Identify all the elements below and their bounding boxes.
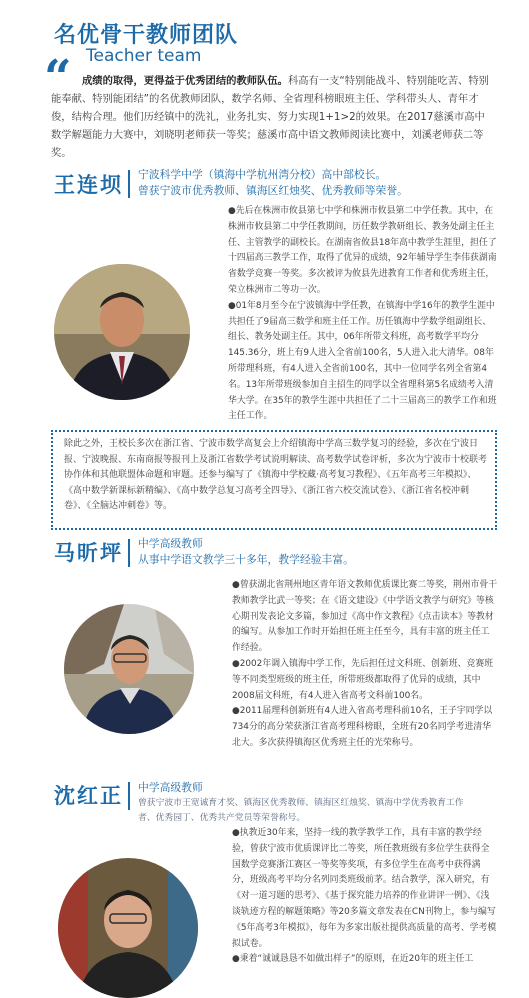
teacher-photo [54, 264, 190, 400]
bio-paragraph: ●01年8月至今在宁波镇海中学任教，在镇海中学16年的教学生涯中共担任了9届高三数学和班主任工作。历任镇海中学数学组副组长、组长、教务处副主任。其中，06年所带文科班，高考数学平均分145.36分，班上有9人进入全省前100名，5人进入北大清华。08年所带理科班，有4人进入全省前100名，其中一位同学名列全省第4名。13年所带班级参加自主招生的同学以全省理科第5名成绩考入清华大学。在35年的教学生涯中共担任了二十三届高三的教学工作和班主任工作。 [228, 300, 497, 422]
teacher-info [138, 167, 498, 199]
extra-info-text: 除此之外，王校长多次在浙江省、宁波市数学高复会上介绍镇海中学高三数学复习的经验，多次在宁波日报、宁波晚报、东南商报等报刊上及浙江省数学考试说明解读、高考数学试卷评析，多次为宁波市十校联考协作体和其他联盟体命题和审题。还参与编写了《镇海中学校藏·高考复习教程》、《五年高考三年模拟》、《高中数学新课标新精编》、《高中数学总复习高考全四导》、《浙江省六校交流试卷》、《浙江省名校冲刺卷》、《全脑达冲刺卷》等。 [64, 439, 488, 512]
quote-mark-icon: “ [44, 50, 72, 106]
intro-paragraph [51, 72, 495, 162]
teacher-honor: 从事中学语文教学三十多年，教学经验丰富。 [138, 553, 354, 566]
teacher-title: 中学高级教师 [138, 537, 203, 550]
name-divider [128, 170, 130, 198]
teacher-bio [232, 826, 498, 968]
teacher-honor: 曾获宁波市优秀教师、镇海区红烛奖、优秀教师等荣誉。 [138, 184, 408, 197]
bio-paragraph: ●先后在株洲市攸县第七中学和株洲市攸县第二中学任教。其中，在株洲市攸县第二中学任教期间，历任数学教研组长、教务处副主任主任、主管教学的副校长。在湖南省攸县18年高中教学生涯里，担任了十四届高三教学工作，取得了优异的成绩，92年辅导学生李伟获湖南省数学竞赛一等奖。多次被评为攸县先进教育工作者和优秀班主任，荣立株洲市二等功一次。 [228, 206, 497, 295]
bio-paragraph: ●2011届理科创新班有4人进入省高考理科前10名，王子宇同学以734分的高分荣获浙江省高考理科榜眼，全班有20名同学考进清华北大。多次获得镇海区优秀班主任的光荣称号。 [232, 706, 493, 748]
teacher-title: 宁波科学中学（镇海中学杭州湾分校）高中部校长。 [138, 168, 387, 181]
bio-paragraph: ●秉着“诚诚恳恳不如做出样子”的原则，在近20年的班主任工 [232, 954, 474, 965]
intro-lead: 成绩的取得，更得益于优秀团结的教师队伍。 [82, 75, 288, 87]
teacher-photo [64, 604, 194, 734]
teacher-bio [232, 578, 498, 752]
teacher-info [138, 536, 498, 568]
bio-paragraph: ●曾获湖北省荆州地区青年语文教师优质课比赛二等奖，荆州市骨干教师教学比武一等奖；在《语文建设》《中学语文教学与研究》等核心期刊发表论文多篇，参加过《高中作文教程》《点击读本》等教材的编写。从参加工作时开始担任班主任至今，具有丰富的班主任工作经验。 [232, 580, 498, 654]
teacher-photo [58, 858, 198, 998]
portrait-image [54, 264, 190, 400]
section-title: 名优骨干教师团队 [54, 23, 239, 48]
teacher-name: 沈红正 [54, 784, 123, 808]
name-divider [128, 539, 130, 567]
name-divider [128, 782, 130, 810]
teacher-honor: 曾获宁波市王宽诚育才奖、镇海区优秀教师、镇海区红烛奖、镇海中学优秀教育工作者、优秀园丁、优秀共产党员等荣誉称号。 [138, 798, 464, 823]
bio-paragraph: ●执教近30年来，坚持一线的教学教学工作，具有丰富的教学经验，曾获宁波市优质课评比二等奖，所任教班级有多位学生获得全国数学竞赛浙江赛区一等奖等奖项，有多位学生在高考中获得满分，班级高考平均分名列同类班级前茅。结合教学，深入研究，有《对一道习题的思考》、《基于探究能力培养的作业讲评一例》、《浅谈轨迹方程的解题策略》等20多篇文章发表在CN刊物上，参与编写《5年高考3年模拟》，每年为多家出版社提供高质量的高考、学考模拟试卷。 [232, 828, 497, 949]
teacher-info [138, 780, 468, 826]
intro-text: 科高有一支“特别能战斗、特别能吃苦、特别能奉献、特别能团结”的名优教师团队，数学名师、全省理科榜眼班主任、学科带头人、青年才俊，结构合理。他们历经镇中的洗礼，业务扎实、努力实现1+1>2的效果。在2017慈溪市高中数学解题能力大赛中，刘晓明老师获一等奖；慈溪市高中语文教师阅读比赛中，刘溪老师获二等奖。 [51, 75, 489, 159]
extra-info-box [51, 430, 497, 530]
teacher-bio [228, 204, 498, 425]
portrait-image [58, 858, 198, 998]
bio-paragraph: ●2002年调入镇海中学工作，先后担任过文科班、创新班、竞赛班等不同类型班级的班主任，所带班级都取得了优异的成绩，其中2008届文科班，有4人进入省高考文科前100名。 [232, 658, 494, 701]
section-subtitle: Teacher team [86, 46, 202, 66]
teacher-name: 马昕坪 [54, 541, 123, 565]
portrait-image [64, 604, 194, 734]
teacher-title: 中学高级教师 [138, 781, 203, 794]
teacher-name: 王连坝 [54, 173, 123, 197]
